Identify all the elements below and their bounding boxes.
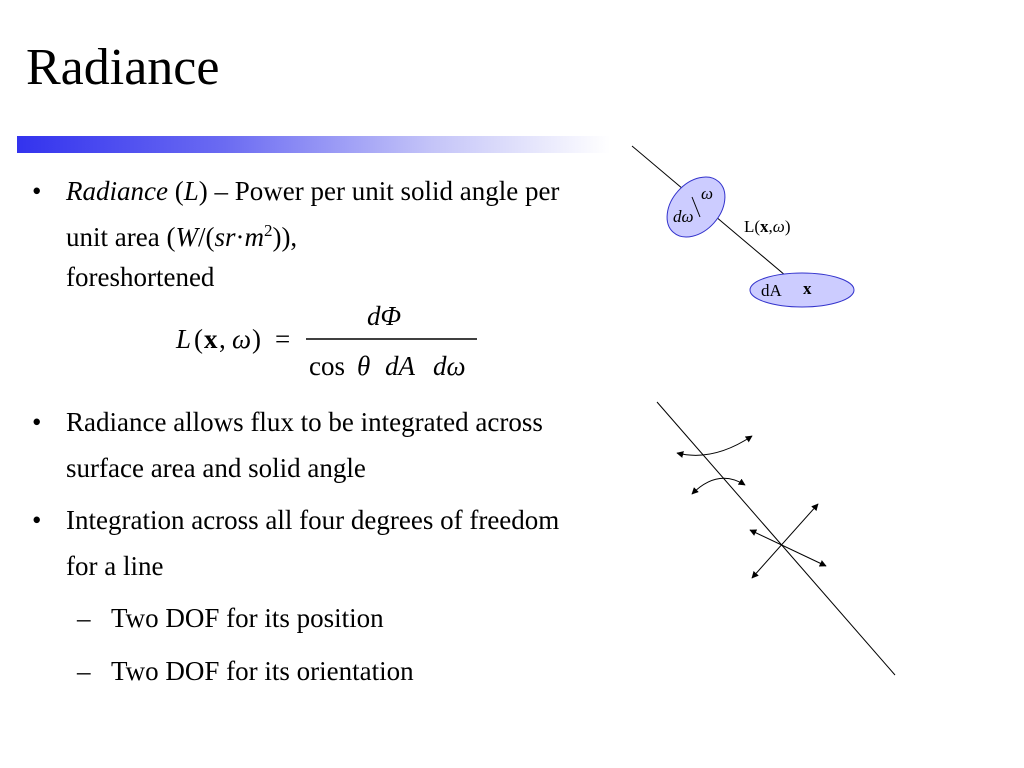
sub-bullet-mark: – [77,656,91,686]
term-open-paren: ( [167,176,184,206]
sub-bullet-text: Two DOF for its position [111,603,384,633]
definition-tail: foreshortened [66,262,215,292]
label-omega: ω [701,184,714,203]
label-x: x [803,279,812,298]
position-arrow-horizontal [750,530,826,566]
sub-bullet-mark: – [77,603,91,633]
label-radiance-close: ) [784,217,791,236]
unit-meter: m [244,222,264,252]
sub-bullet-text: Two DOF for its orientation [111,656,414,686]
position-arrow-vertical [752,504,818,578]
bullet-mark: • [32,176,42,206]
term-radiance: Radiance [66,176,168,206]
formula-domega: dω [433,351,466,381]
label-radiance-x: x [760,217,769,236]
unit-slash: /( [197,222,215,252]
label-radiance-sep: , [768,217,773,236]
label-radiance [744,217,790,236]
unit-exponent: 2 [263,221,273,240]
unit-dot: · [235,222,245,252]
bullet-mark: • [32,407,42,437]
diagram-line-dof [657,402,895,675]
formula-comma: , [219,324,226,354]
formula-x: x [204,324,218,354]
line [657,402,895,675]
diagram-radiance-geometry [632,146,854,307]
unit-steradian: sr [214,222,236,252]
bullet-mark: • [32,505,42,535]
formula-dA: dA [385,351,415,381]
term-symbol: L [183,176,199,206]
formula-numerator: dΦ [367,301,402,331]
bullet-text: Integration across all four degrees of freedom for a line [66,505,560,581]
formula-equals: = [275,324,291,354]
formula-close-paren: ) [252,324,261,354]
formula-theta: θ [357,351,371,381]
label-radiance-L: L( [744,217,761,236]
label-dA: dA [761,281,782,300]
label-radiance-omega: ω [772,217,785,236]
unit-watt: W [175,222,198,252]
unit-close: )), [272,222,298,252]
definition-text: ) – Power per unit solid angle per unit area ( [66,176,560,252]
slide-title: Radiance [26,39,220,96]
formula-open-paren: ( [194,324,203,354]
label-domega: dω [673,207,694,226]
formula-cos: cos [309,351,345,381]
orientation-arrow-horizontal [677,436,752,455]
bullet-text: Radiance allows flux to be integrated across surface area and solid angle [66,407,543,483]
formula-L: L [176,324,192,354]
formula-omega: ω [232,324,252,354]
orientation-arrow-vertical [692,478,745,494]
